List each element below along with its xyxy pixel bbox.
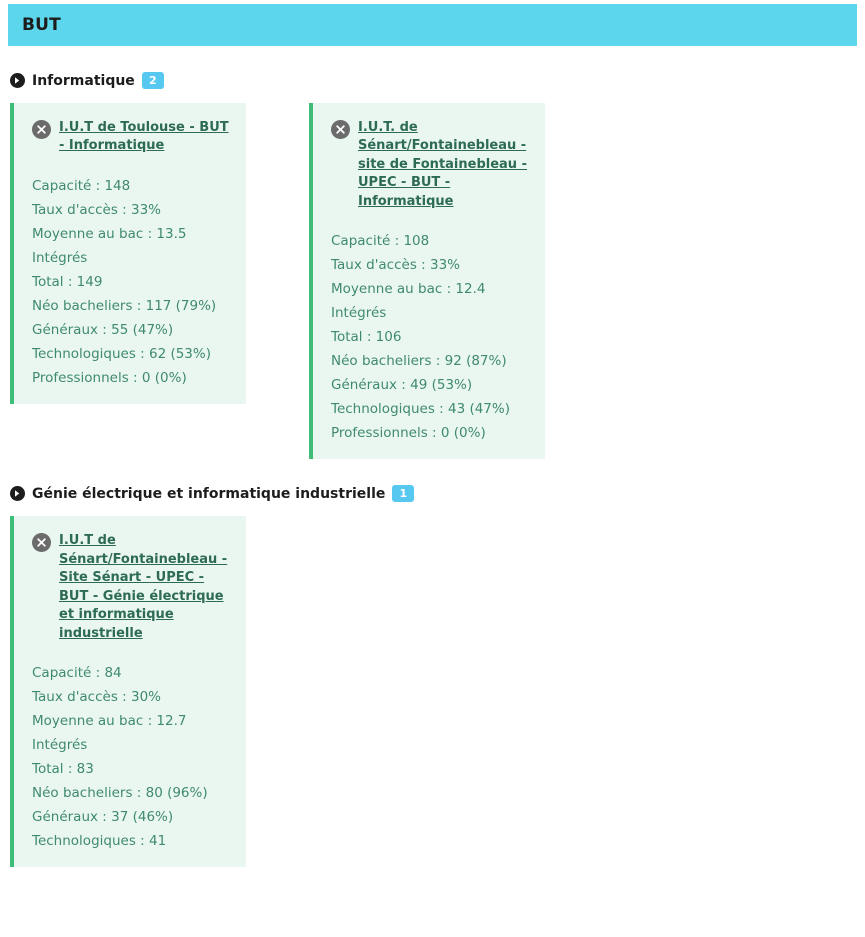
stat-neo-bacheliers: Néo bacheliers : 80 (96%) [32, 785, 208, 802]
card-title-link[interactable]: I.U.T. de Sénart/Fontainebleau - site de Fontainebleau - UPEC - BUT - Informatique [358, 120, 527, 209]
stat-total: Total : 83 [32, 761, 94, 778]
card-title-link[interactable]: I.U.T de Sénart/Fontainebleau - Site Sénart - UPEC - BUT - Génie électrique et informatique industrielle [59, 533, 228, 641]
formation-card[interactable] [10, 103, 246, 404]
circle-x-icon[interactable] [331, 120, 350, 139]
stat-moyenne-bac: Moyenne au bac : 12.7 [32, 713, 187, 730]
stat-technologiques: Technologiques : 62 (53%) [32, 346, 211, 363]
stat-total: Total : 106 [331, 329, 402, 346]
group-header-informatique[interactable] [10, 72, 865, 89]
stat-integres: Intégrés [331, 305, 387, 322]
cards-row-genie-electrique [10, 516, 865, 867]
stat-moyenne-bac: Moyenne au bac : 13.5 [32, 225, 187, 242]
stat-generaux: Généraux : 49 (53%) [331, 377, 473, 394]
stat-technologiques: Technologiques : 43 (47%) [331, 401, 510, 418]
stat-integres: Intégrés [32, 737, 88, 754]
stat-technologiques: Technologiques : 41 [32, 833, 167, 850]
group-header-genie-electrique[interactable] [10, 485, 865, 502]
card-stats [32, 661, 232, 853]
stat-taux-acces: Taux d'accès : 33% [32, 201, 161, 218]
stat-total: Total : 149 [32, 273, 103, 290]
stat-capacite: Capacité : 108 [331, 233, 430, 250]
circle-arrow-right-icon[interactable] [10, 486, 25, 501]
page-title: BUT [22, 15, 61, 35]
cards-row-informatique [10, 103, 865, 459]
group-count-badge: 2 [142, 72, 164, 89]
stat-neo-bacheliers: Néo bacheliers : 117 (79%) [32, 297, 217, 314]
circle-arrow-right-icon[interactable] [10, 73, 25, 88]
formation-card[interactable] [309, 103, 545, 459]
stat-moyenne-bac: Moyenne au bac : 12.4 [331, 281, 486, 298]
stat-capacite: Capacité : 148 [32, 177, 131, 194]
card-title-row [331, 119, 531, 211]
circle-x-icon[interactable] [32, 533, 51, 552]
stat-professionnels: Professionnels : 0 (0%) [331, 425, 486, 442]
card-stats [331, 229, 531, 445]
stat-generaux: Généraux : 55 (47%) [32, 322, 174, 338]
stat-capacite: Capacité : 84 [32, 665, 122, 682]
card-title-link[interactable]: I.U.T de Toulouse - BUT - Informatique [59, 120, 229, 154]
circle-x-icon[interactable] [32, 120, 51, 139]
bottom-spacer [0, 867, 865, 891]
stat-taux-acces: Taux d'accès : 30% [32, 689, 161, 706]
stat-integres: Intégrés [32, 249, 88, 266]
group-count-badge: 1 [392, 485, 414, 502]
card-title-row [32, 532, 232, 643]
group-label: Génie électrique et informatique industrielle [32, 485, 386, 502]
stat-professionnels: Professionnels : 0 (0%) [32, 370, 187, 387]
stat-generaux: Généraux : 37 (46%) [32, 809, 174, 826]
formation-card[interactable] [10, 516, 246, 867]
page-header-banner [8, 4, 857, 46]
card-title-row [32, 119, 232, 156]
stat-taux-acces: Taux d'accès : 33% [331, 257, 460, 274]
card-stats [32, 174, 232, 390]
page-root [0, 4, 865, 891]
stat-neo-bacheliers: Néo bacheliers : 92 (87%) [331, 353, 507, 370]
group-label: Informatique [32, 72, 135, 89]
